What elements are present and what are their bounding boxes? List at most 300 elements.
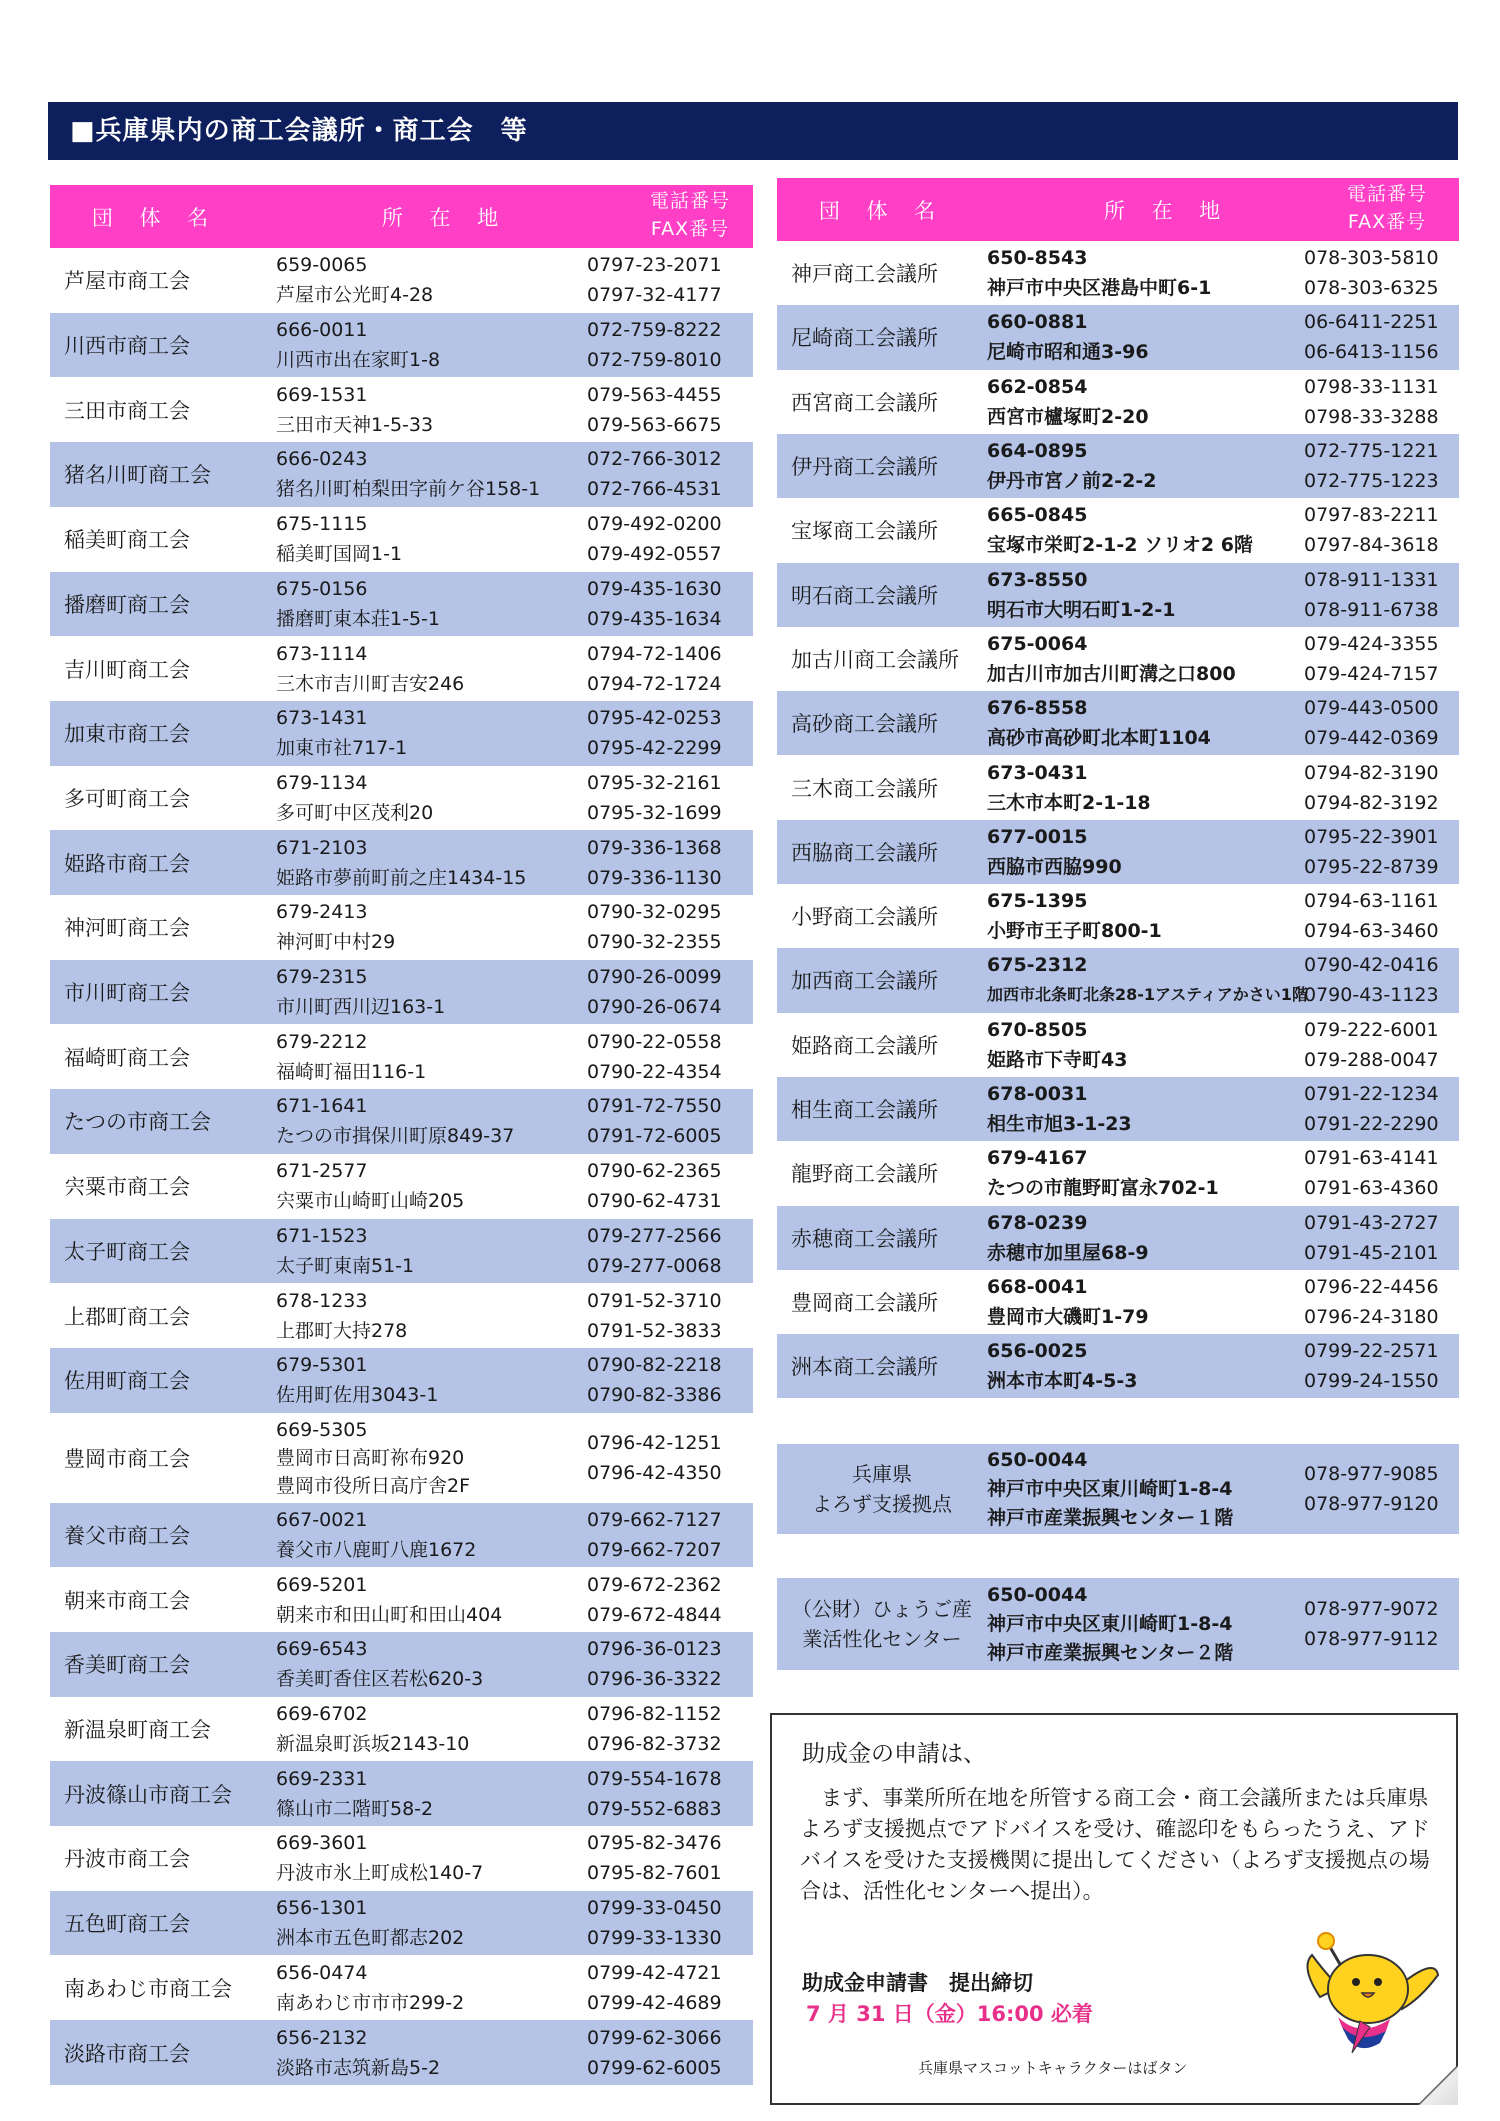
page-title: ■兵庫県内の商工会議所・商工会 等 xyxy=(70,116,528,146)
left-phone xyxy=(587,1632,722,1697)
right-row xyxy=(777,434,1459,498)
left-row xyxy=(50,636,753,701)
right-table-header xyxy=(777,178,1459,241)
left-fax: 079-435-1634 xyxy=(587,607,722,630)
left-address xyxy=(276,1348,438,1413)
left-fax: 0799-42-4689 xyxy=(587,1991,722,2014)
left-zip: 659-0065 xyxy=(276,254,368,277)
right-addr: 加西市北条町北条28-1アスティアかさい1階 xyxy=(987,985,1308,1005)
left-addr: 太子町東南51-1 xyxy=(276,1254,415,1277)
left-address xyxy=(276,1891,464,1956)
left-org-name: 丹波篠山市商工会 xyxy=(64,1782,232,1807)
right-fax: 078-303-6325 xyxy=(1304,277,1439,300)
right-address xyxy=(987,563,1175,627)
left-tel: 0790-62-2365 xyxy=(587,1160,722,1183)
left-address xyxy=(276,830,526,895)
left-zip: 669-5201 xyxy=(276,1573,368,1596)
left-addr: 上郡町大持278 xyxy=(276,1319,408,1342)
left-address xyxy=(276,2020,440,2085)
left-tel: 0790-82-2218 xyxy=(587,1354,722,1377)
left-address xyxy=(276,1154,464,1219)
yorozu-name-line1: 兵庫県 xyxy=(852,1462,912,1486)
right-addr: 姫路市下寺町43 xyxy=(987,1048,1128,1071)
left-org-name: 豊岡市商工会 xyxy=(64,1446,190,1471)
left-addr: 洲本市五色町都志202 xyxy=(276,1927,465,1950)
left-address xyxy=(276,960,445,1025)
left-fax: 072-759-8010 xyxy=(587,349,722,372)
left-address xyxy=(276,1826,483,1891)
right-zip: 660-0881 xyxy=(987,311,1088,334)
right-addr: 伊丹市宮ノ前2-2-2 xyxy=(987,470,1157,493)
right-row xyxy=(777,1141,1459,1205)
left-org-name: 三田市商工会 xyxy=(64,398,190,423)
left-row xyxy=(50,248,753,313)
right-addr: 高砂市高砂町北本町1104 xyxy=(987,727,1211,750)
right-phone xyxy=(1304,1270,1439,1334)
left-table-header xyxy=(50,185,753,248)
left-row xyxy=(50,1697,753,1762)
right-zip: 664-0895 xyxy=(987,440,1088,463)
right-org-name: 加古川商工会議所 xyxy=(791,647,959,672)
left-org-name: 養父市商工会 xyxy=(64,1523,190,1548)
left-zip: 679-2413 xyxy=(276,901,368,924)
right-address xyxy=(987,370,1149,434)
right-addr: 西宮市櫨塚町2-20 xyxy=(987,405,1149,428)
right-address xyxy=(987,1141,1219,1205)
left-addr: 淡路市志筑新島5-2 xyxy=(276,2056,441,2079)
left-fax: 0790-32-2355 xyxy=(587,931,722,954)
left-zip: 669-5305 xyxy=(276,1418,368,1441)
left-zip: 671-2103 xyxy=(276,836,368,859)
right-addr: 小野市王子町800-1 xyxy=(987,920,1162,943)
left-address xyxy=(276,1761,433,1826)
right-tel: 079-424-3355 xyxy=(1304,632,1439,655)
right-zip: 678-0031 xyxy=(987,1083,1088,1106)
left-phone xyxy=(587,1413,722,1503)
left-fax: 0797-32-4177 xyxy=(587,284,722,307)
right-zip: 673-8550 xyxy=(987,568,1088,591)
left-zip: 666-0011 xyxy=(276,319,368,342)
right-row xyxy=(777,1270,1459,1334)
right-org-name: 宝塚商工会議所 xyxy=(791,519,938,544)
left-address xyxy=(276,636,464,701)
left-address xyxy=(276,507,402,572)
right-address xyxy=(987,1077,1132,1141)
right-tel: 06-6411-2251 xyxy=(1304,311,1439,334)
left-zip: 669-6543 xyxy=(276,1638,368,1661)
left-fax: 0799-33-1330 xyxy=(587,1927,722,1950)
left-fax: 0796-42-4350 xyxy=(587,1461,722,1484)
left-org-name: 佐用町商工会 xyxy=(64,1369,190,1394)
left-address xyxy=(276,1219,414,1284)
left-zip: 679-1134 xyxy=(276,771,368,794)
right-fax: 0797-84-3618 xyxy=(1304,534,1439,557)
left-addr: 多可町中区茂利20 xyxy=(276,801,434,824)
right-fax: 078-911-6738 xyxy=(1304,598,1439,621)
left-zip: 656-1301 xyxy=(276,1897,368,1920)
right-org-name: 明石商工会議所 xyxy=(791,583,938,608)
left-zip: 679-2315 xyxy=(276,966,368,989)
left-fax: 0791-72-6005 xyxy=(587,1125,722,1148)
right-tel: 078-303-5810 xyxy=(1304,247,1439,270)
right-phone xyxy=(1304,1013,1439,1077)
left-addr: 加東市社717-1 xyxy=(276,737,408,760)
left-phone xyxy=(587,507,722,572)
right-zip: 679-4167 xyxy=(987,1147,1088,1170)
right-addr: 神戸市中央区港島中町6-1 xyxy=(987,277,1212,300)
right-addr: 三木市本町2-1-18 xyxy=(987,791,1151,814)
right-org-name: 洲本商工会議所 xyxy=(791,1355,938,1380)
left-phone xyxy=(587,1697,722,1762)
left-row xyxy=(50,1024,753,1089)
left-fax: 0790-26-0674 xyxy=(587,996,722,1019)
right-address xyxy=(987,691,1211,755)
right-fax: 0791-45-2101 xyxy=(1304,1241,1439,1264)
right-zip: 675-2312 xyxy=(987,954,1088,977)
left-row xyxy=(50,1154,753,1219)
left-row xyxy=(50,1089,753,1154)
left-fax: 0795-82-7601 xyxy=(587,1862,722,1885)
left-org-name: 福崎町商工会 xyxy=(64,1045,190,1070)
right-row xyxy=(777,755,1459,819)
yorozu-addr2: 神戸市産業振興センター１階 xyxy=(987,1506,1234,1529)
left-phone xyxy=(587,1956,722,2021)
left-addr: 養父市八鹿町八鹿1672 xyxy=(276,1538,477,1561)
left-org-name: 宍粟市商工会 xyxy=(64,1175,190,1200)
right-org-name: 姫路商工会議所 xyxy=(791,1033,938,1058)
left-row xyxy=(50,1503,753,1568)
left-address xyxy=(276,572,440,637)
right-row xyxy=(777,691,1459,755)
left-tel: 0790-22-0558 xyxy=(587,1030,722,1053)
left-org-name: 丹波市商工会 xyxy=(64,1847,190,1872)
left-phone xyxy=(587,377,722,442)
right-zip: 673-0431 xyxy=(987,761,1088,784)
left-org-name: 新温泉町商工会 xyxy=(64,1718,211,1743)
right-address xyxy=(987,241,1211,305)
header-fax: FAX番号 xyxy=(650,218,730,240)
deadline-label: 助成金申請書 提出締切 xyxy=(802,1971,1033,1995)
left-org-name: たつの市商工会 xyxy=(64,1110,211,1135)
header-addr: 所 在 地 xyxy=(381,205,509,230)
left-row xyxy=(50,1413,753,1503)
left-addr: 市川町西川辺163-1 xyxy=(276,996,446,1019)
left-tel: 0791-52-3710 xyxy=(587,1289,722,1312)
left-phone xyxy=(587,1089,722,1154)
right-phone xyxy=(1304,755,1439,819)
left-phone xyxy=(587,895,722,960)
left-zip: 675-1115 xyxy=(276,513,368,536)
left-fax: 0795-42-2299 xyxy=(587,737,722,760)
right-row xyxy=(777,884,1459,948)
yorozu-address xyxy=(987,1444,1233,1534)
header-tel: 電話番号 xyxy=(649,190,730,212)
left-addr: 三田市天神1-5-33 xyxy=(276,413,434,436)
header-phone xyxy=(1317,180,1457,236)
right-addr: 赤穂市加里屋68-9 xyxy=(987,1241,1149,1264)
right-fax: 0790-43-1123 xyxy=(1304,984,1439,1007)
left-phone xyxy=(587,1826,722,1891)
left-addr: 豊岡市日高町祢布920 xyxy=(276,1446,465,1469)
right-addr: 尼崎市昭和通3-96 xyxy=(987,341,1149,364)
right-row xyxy=(777,563,1459,627)
right-table xyxy=(777,178,1459,1400)
left-address xyxy=(276,1024,426,1089)
left-address xyxy=(276,1697,469,1762)
mascot-image xyxy=(1290,1927,1440,2057)
right-org-name: 西宮商工会議所 xyxy=(791,390,938,415)
kasseika-zip: 650-0044 xyxy=(987,1583,1088,1606)
right-zip: 677-0015 xyxy=(987,825,1088,848)
left-tel: 079-336-1368 xyxy=(587,836,722,859)
right-addr: 加古川市加古川町溝之口800 xyxy=(987,662,1236,685)
left-zip: 669-3601 xyxy=(276,1832,368,1855)
left-phone xyxy=(587,1219,722,1284)
right-org-name: 高砂商工会議所 xyxy=(791,712,938,737)
right-fax: 079-288-0047 xyxy=(1304,1048,1439,1071)
left-tel: 0799-62-3066 xyxy=(587,2026,722,2049)
left-phone xyxy=(587,1348,722,1413)
right-org-name: 加西商工会議所 xyxy=(791,969,938,994)
header-addr: 所 在 地 xyxy=(1103,198,1231,223)
left-phone xyxy=(587,1891,722,1956)
left-row xyxy=(50,442,753,507)
right-tel: 0798-33-1131 xyxy=(1304,375,1439,398)
left-addr: 香美町香住区若松620-3 xyxy=(276,1668,484,1691)
right-zip: 656-0025 xyxy=(987,1340,1088,1363)
left-phone xyxy=(587,1503,722,1568)
left-zip: 679-5301 xyxy=(276,1354,368,1377)
left-phone xyxy=(587,442,722,507)
right-org-name: 豊岡商工会議所 xyxy=(791,1290,938,1315)
left-row xyxy=(50,313,753,378)
left-org-name: 五色町商工会 xyxy=(64,1912,190,1937)
right-org-name: 三木商工会議所 xyxy=(791,776,938,801)
right-fax: 0796-24-3180 xyxy=(1304,1305,1439,1328)
left-row xyxy=(50,1219,753,1284)
right-fax: 0794-63-3460 xyxy=(1304,920,1439,943)
notice-body: まず、事業所所在地を所管する商工会・商工会議所または兵庫県よろず支援拠点でアドバイスを受け、確認印をもらったうえ、アドバイスを受けた支援機関に提出してください（よろず支援拠点の場合は、活性化センターへ提出）。 xyxy=(800,1786,1430,1903)
left-row xyxy=(50,701,753,766)
left-fax: 079-563-6675 xyxy=(587,413,722,436)
left-address xyxy=(276,1567,502,1632)
right-row xyxy=(777,241,1459,305)
left-org-name: 加東市商工会 xyxy=(64,722,190,747)
left-tel: 0797-23-2071 xyxy=(587,254,722,277)
right-phone xyxy=(1304,1206,1439,1270)
right-tel: 079-222-6001 xyxy=(1304,1018,1439,1041)
left-fax: 079-277-0068 xyxy=(587,1254,722,1277)
right-address xyxy=(987,434,1156,498)
right-address xyxy=(987,498,1253,562)
left-addr: 播磨町東本荘1-5-1 xyxy=(276,607,440,630)
right-phone xyxy=(1304,434,1439,498)
right-fax: 0798-33-3288 xyxy=(1304,405,1439,428)
left-address xyxy=(276,1413,470,1503)
left-tel: 0790-26-0099 xyxy=(587,966,722,989)
left-addr2: 豊岡市役所日高庁舎2F xyxy=(276,1474,471,1497)
left-org-name: 猪名川町商工会 xyxy=(64,463,211,488)
left-tel: 0796-82-1152 xyxy=(587,1703,722,1726)
right-org-name: 神戸商工会議所 xyxy=(791,262,938,287)
right-tel: 0799-22-2571 xyxy=(1304,1340,1439,1363)
left-fax: 079-492-0557 xyxy=(587,543,722,566)
left-row xyxy=(50,2020,753,2085)
left-tel: 0790-32-0295 xyxy=(587,901,722,924)
right-address xyxy=(987,884,1162,948)
kasseika-addr: 神戸市中央区東川崎町1-8-4 xyxy=(987,1612,1233,1635)
left-org-name: 多可町商工会 xyxy=(64,786,190,811)
kasseika-box xyxy=(777,1578,1459,1670)
kasseika-address xyxy=(987,1578,1233,1670)
mascot-caption: 兵庫県マスコットキャラクターはばタン xyxy=(918,2059,1188,2077)
right-phone xyxy=(1304,563,1439,627)
left-address xyxy=(276,377,433,442)
right-phone xyxy=(1304,627,1439,691)
left-tel: 0796-36-0123 xyxy=(587,1638,722,1661)
kasseika-name-line1: （公財）ひょうご産 xyxy=(792,1597,972,1621)
left-org-name: 神河町商工会 xyxy=(64,916,190,941)
left-row xyxy=(50,1891,753,1956)
left-fax: 0799-62-6005 xyxy=(587,2056,722,2079)
right-phone xyxy=(1304,820,1439,884)
left-row xyxy=(50,377,753,442)
left-tel: 079-662-7127 xyxy=(587,1508,722,1531)
left-zip: 671-2577 xyxy=(276,1160,368,1183)
left-phone xyxy=(587,1024,722,1089)
left-org-name: 南あわじ市商工会 xyxy=(64,1976,232,2001)
left-row xyxy=(50,1956,753,2021)
right-row xyxy=(777,1077,1459,1141)
left-fax: 079-336-1130 xyxy=(587,866,722,889)
right-tel: 078-911-1331 xyxy=(1304,568,1439,591)
right-phone xyxy=(1304,1077,1439,1141)
right-row xyxy=(777,627,1459,691)
right-row xyxy=(777,1013,1459,1077)
left-addr: たつの市揖保川町原849-37 xyxy=(276,1125,515,1148)
left-tel: 0794-72-1406 xyxy=(587,642,722,665)
right-addr: 豊岡市大磯町1-79 xyxy=(987,1305,1149,1328)
left-tel: 0799-33-0450 xyxy=(587,1897,722,1920)
left-zip: 669-2331 xyxy=(276,1767,368,1790)
left-row xyxy=(50,1826,753,1891)
left-tel: 0791-72-7550 xyxy=(587,1095,722,1118)
left-fax: 079-662-7207 xyxy=(587,1538,722,1561)
left-addr: 福崎町福田116-1 xyxy=(276,1060,427,1083)
left-phone xyxy=(587,701,722,766)
left-addr: 宍粟市山崎町山崎205 xyxy=(276,1190,465,1213)
left-fax: 079-552-6883 xyxy=(587,1797,722,1820)
left-addr: 姫路市夢前町前之庄1434-15 xyxy=(276,866,527,889)
left-org-name: 太子町商工会 xyxy=(64,1239,190,1264)
right-address xyxy=(987,627,1236,691)
yorozu-name xyxy=(777,1444,987,1534)
left-addr: 新温泉町浜坂2143-10 xyxy=(276,1733,470,1756)
right-phone xyxy=(1304,691,1439,755)
right-tel: 0794-63-1161 xyxy=(1304,890,1439,913)
left-addr: 稲美町国岡1-1 xyxy=(276,543,403,566)
yorozu-fax: 078-977-9120 xyxy=(1304,1493,1439,1515)
right-address xyxy=(987,820,1122,884)
title-bar xyxy=(48,102,1458,160)
right-tel: 0791-22-1234 xyxy=(1304,1083,1439,1106)
left-org-name: 香美町商工会 xyxy=(64,1653,190,1678)
left-address xyxy=(276,313,440,378)
right-fax: 0795-22-8739 xyxy=(1304,855,1439,878)
right-fax: 06-6413-1156 xyxy=(1304,341,1439,364)
right-row xyxy=(777,1334,1459,1398)
left-tel: 0799-42-4721 xyxy=(587,1961,722,1984)
left-phone xyxy=(587,1283,722,1348)
right-fax: 0794-82-3192 xyxy=(1304,791,1439,814)
right-zip: 662-0854 xyxy=(987,375,1088,398)
right-tel: 0797-83-2211 xyxy=(1304,504,1439,527)
right-address xyxy=(987,1270,1149,1334)
right-zip: 675-0064 xyxy=(987,632,1088,655)
yorozu-box xyxy=(777,1444,1459,1534)
right-phone xyxy=(1304,1141,1439,1205)
left-zip: 671-1641 xyxy=(276,1095,368,1118)
left-fax: 0790-62-4731 xyxy=(587,1190,722,1213)
left-phone xyxy=(587,2020,722,2085)
left-org-name: 芦屋市商工会 xyxy=(64,269,190,294)
left-zip: 656-0474 xyxy=(276,1961,368,1984)
deadline-date: 7 月 31 日（金）16:00 必着 xyxy=(806,2002,1093,2026)
right-zip: 668-0041 xyxy=(987,1275,1088,1298)
right-addr: 明石市大明石町1-2-1 xyxy=(987,598,1176,621)
notice-box xyxy=(770,1713,1458,2105)
left-zip: 678-1233 xyxy=(276,1289,368,1312)
right-org-name: 相生商工会議所 xyxy=(791,1098,938,1123)
left-zip: 673-1431 xyxy=(276,707,368,730)
yorozu-phone xyxy=(1304,1444,1439,1534)
right-addr: 宝塚市栄町2-1-2 ソリオ2 6階 xyxy=(987,534,1253,557)
right-zip: 678-0239 xyxy=(987,1211,1088,1234)
left-tel: 0795-32-2161 xyxy=(587,771,722,794)
left-phone xyxy=(587,1567,722,1632)
right-org-name: 赤穂商工会議所 xyxy=(791,1226,938,1251)
left-tel: 072-766-3012 xyxy=(587,448,722,471)
kasseika-phone xyxy=(1304,1578,1439,1670)
left-org-name: 姫路市商工会 xyxy=(64,851,190,876)
left-fax: 0790-82-3386 xyxy=(587,1384,722,1407)
kasseika-name-line2: 業活性化センター xyxy=(802,1627,962,1651)
left-org-name: 上郡町商工会 xyxy=(64,1304,190,1329)
left-org-name: 市川町商工会 xyxy=(64,981,190,1006)
right-tel: 079-443-0500 xyxy=(1304,697,1439,720)
right-address xyxy=(987,948,1308,1012)
page-curl xyxy=(1418,2065,1458,2105)
right-address xyxy=(987,1013,1127,1077)
left-phone xyxy=(587,766,722,831)
right-fax: 0799-24-1550 xyxy=(1304,1370,1439,1393)
right-org-name: 尼崎商工会議所 xyxy=(791,326,938,351)
left-org-name: 播磨町商工会 xyxy=(64,592,190,617)
left-zip: 669-1531 xyxy=(276,383,368,406)
left-addr: 猪名川町柏梨田字前ケ谷158-1 xyxy=(276,478,541,501)
kasseika-tel: 078-977-9072 xyxy=(1304,1598,1439,1620)
right-phone xyxy=(1304,241,1439,305)
left-zip: 679-2212 xyxy=(276,1030,368,1053)
left-row xyxy=(50,1632,753,1697)
left-tel: 0795-42-0253 xyxy=(587,707,722,730)
left-address xyxy=(276,1956,464,2021)
kasseika-addr2: 神戸市産業振興センター２階 xyxy=(987,1641,1234,1664)
left-zip: 666-0243 xyxy=(276,448,368,471)
left-address xyxy=(276,1503,476,1568)
notice-title: 助成金の申請は、 xyxy=(802,1741,986,1767)
right-address xyxy=(987,755,1151,819)
